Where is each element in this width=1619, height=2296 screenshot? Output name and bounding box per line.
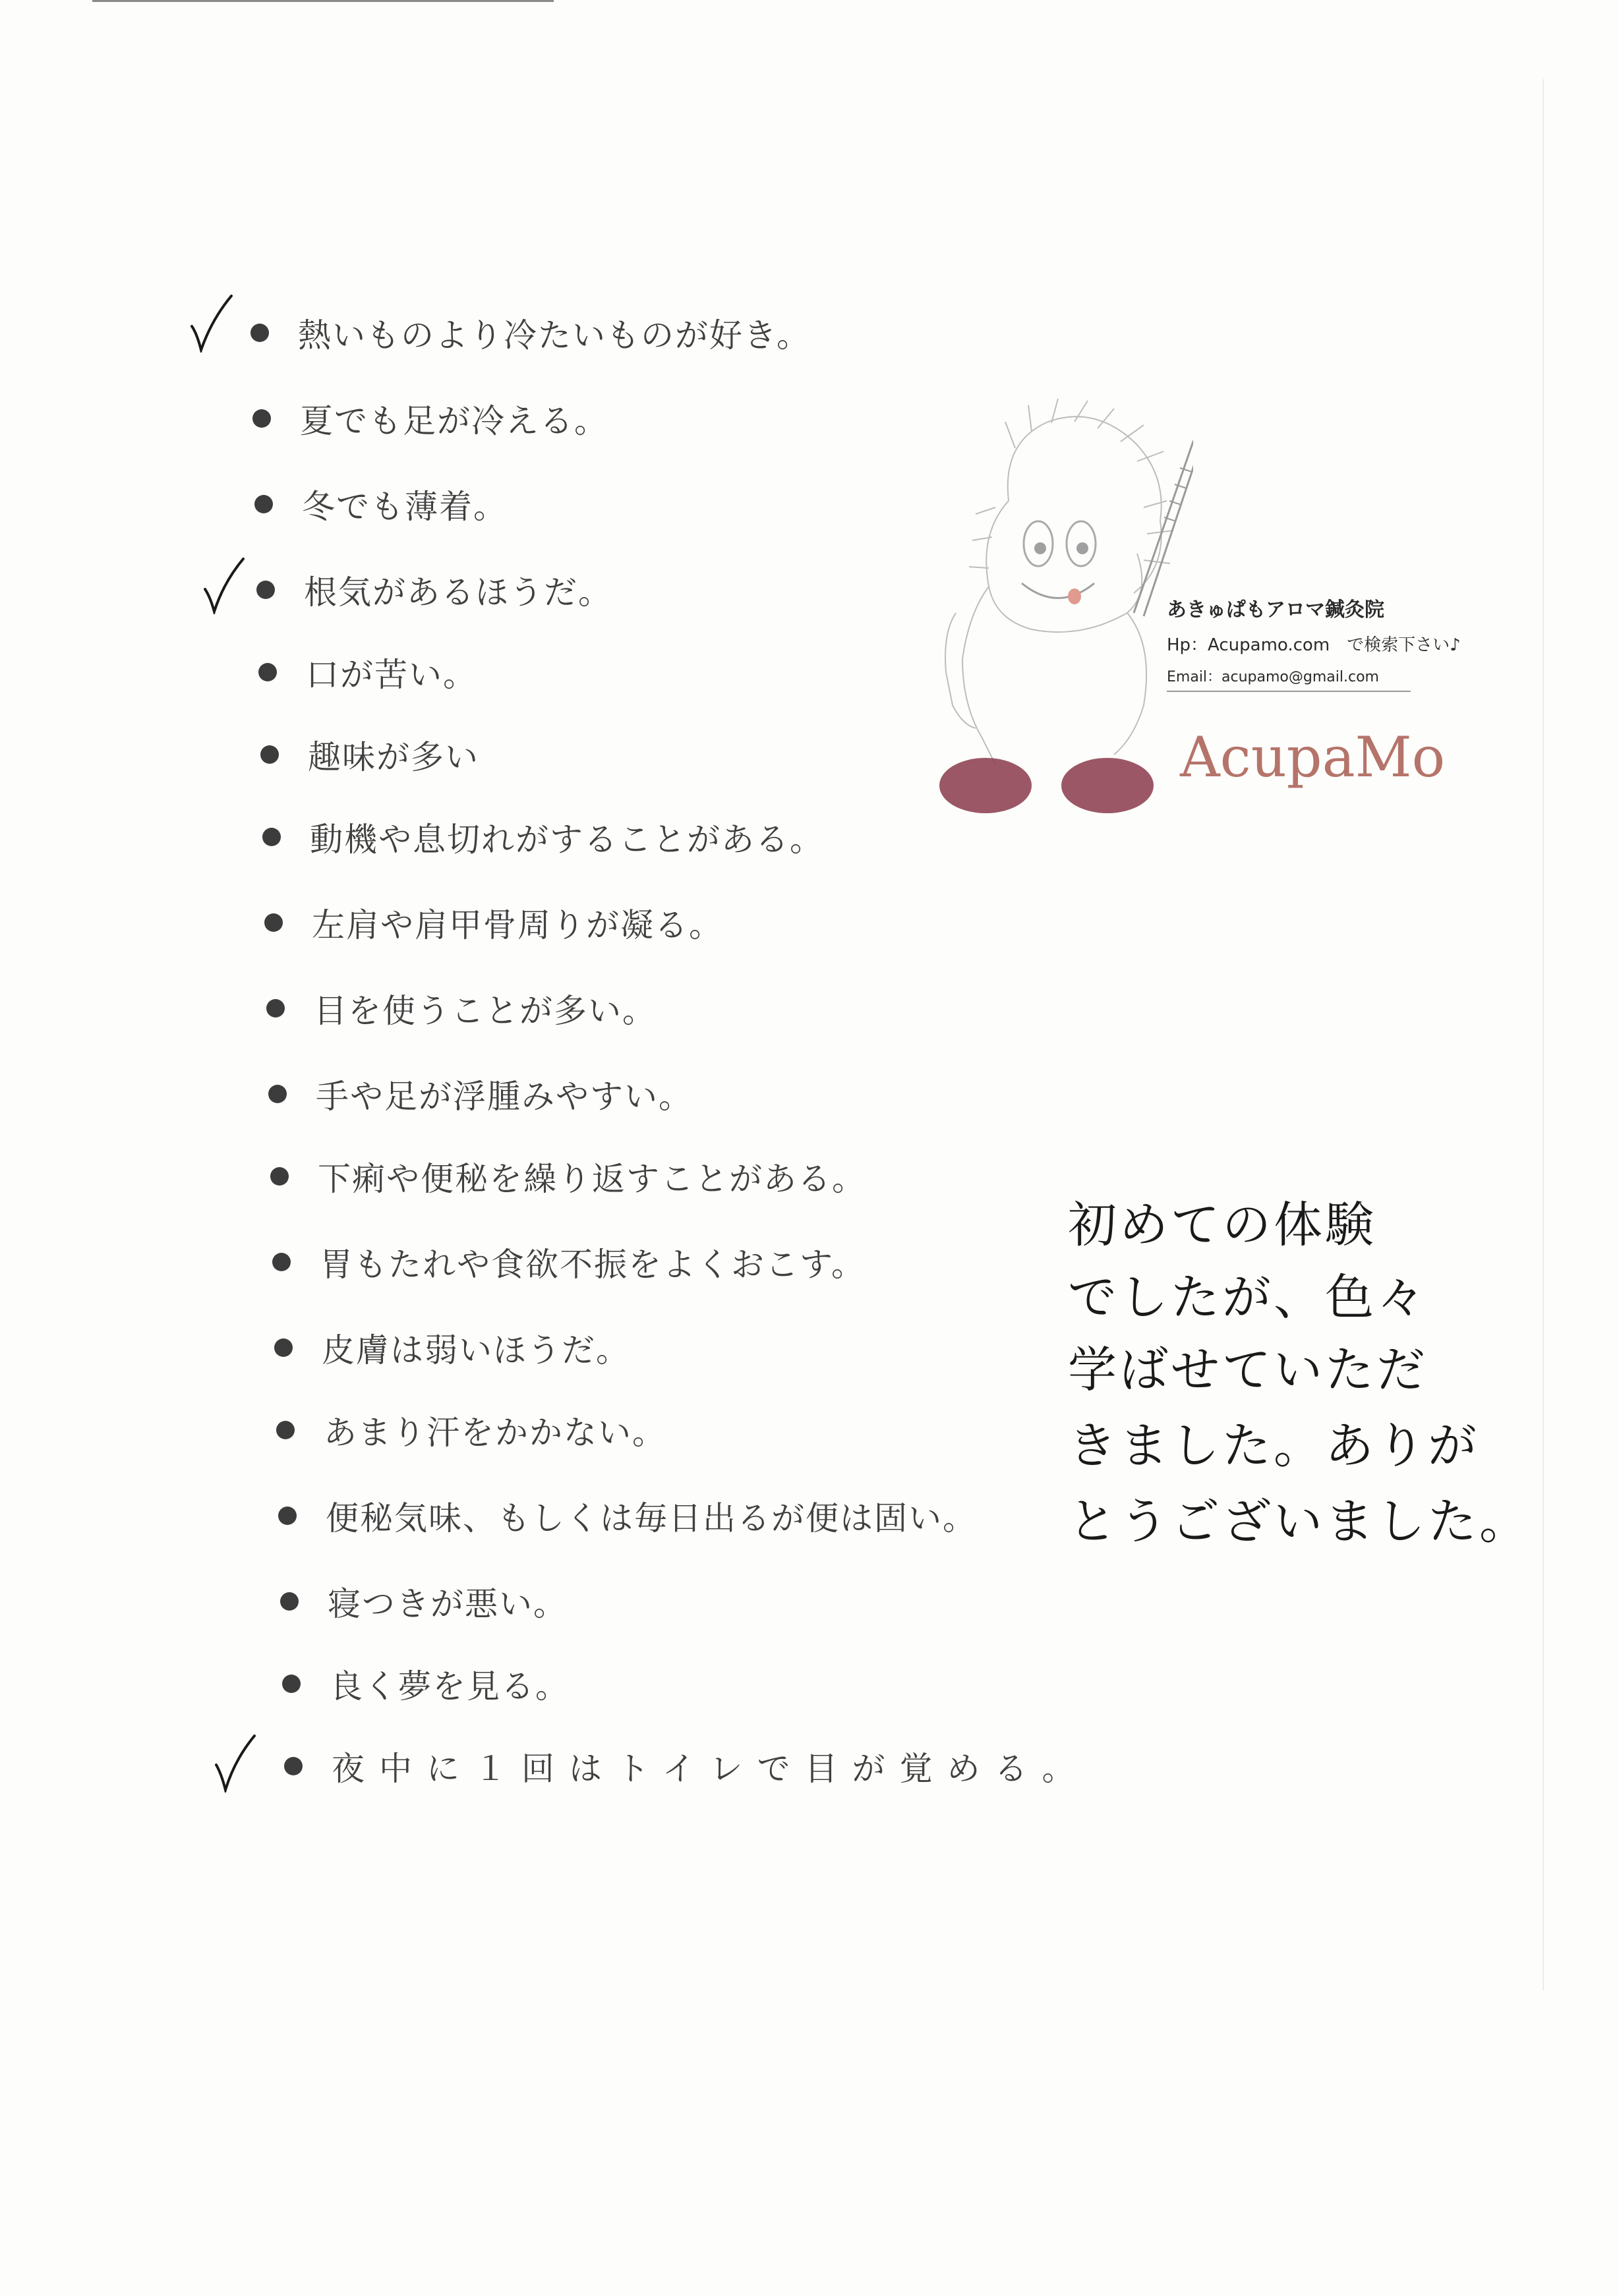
note-line: 初めての体験	[1068, 1197, 1376, 1253]
bullet-icon	[274, 1338, 293, 1357]
bullet-icon	[284, 1757, 303, 1775]
checkmark-icon	[212, 1733, 258, 1793]
checklist-item-text: 口が苦い。	[306, 656, 477, 694]
bullet-icon	[266, 999, 285, 1018]
checklist-item	[268, 1064, 693, 1124]
checkmark-icon	[201, 555, 247, 614]
checklist-item-text: 冬でも薄着。	[302, 488, 508, 526]
bullet-icon	[280, 1592, 299, 1611]
checklist-item	[276, 1400, 666, 1460]
checklist-item-text: 趣味が多い	[308, 738, 479, 776]
bullet-icon	[258, 663, 277, 681]
bullet-icon	[270, 1167, 289, 1186]
bullet-icon	[250, 324, 269, 342]
checklist-item-text: 便秘気味、もしくは毎日出るが便は固い。	[326, 1499, 977, 1537]
handwritten-note	[1068, 1186, 1543, 1555]
bullet-icon	[256, 581, 275, 599]
brand-signature: AcupaMo	[1180, 725, 1446, 789]
note-line: 学ばせていただ	[1068, 1342, 1428, 1398]
bullet-icon	[252, 409, 271, 428]
clinic-name: あきゅぱもアロマ鍼灸院	[1167, 598, 1384, 621]
checklist-item	[264, 893, 723, 952]
checklist-item-text: 夜中に１回はトイレで目が覚める。	[332, 1750, 1090, 1788]
mascot-illustration	[916, 395, 1193, 824]
checklist-item-text: 良く夢を見る。	[330, 1667, 570, 1706]
clinic-card	[916, 395, 1461, 824]
bullet-icon	[262, 828, 281, 846]
checklist-item	[260, 725, 479, 784]
checklist-item-text: 皮膚は弱いほうだ。	[322, 1331, 630, 1369]
checklist-item-text: 下痢や便秘を繰り返すことがある。	[318, 1160, 866, 1198]
checklist-item-text: あまり汗をかかない。	[324, 1414, 666, 1452]
bullet-icon	[260, 745, 279, 764]
checklist-item	[254, 474, 508, 534]
bullet-icon	[282, 1675, 301, 1693]
checklist-item	[262, 807, 824, 867]
checklist-item	[284, 1736, 1090, 1796]
checklist-item-text: 熱いものより冷たいものが好き。	[298, 316, 811, 355]
checklist-item-text: 左肩や肩甲骨周りが凝る。	[312, 906, 723, 944]
checklist-item	[258, 643, 477, 702]
card-divider	[1167, 691, 1411, 692]
checklist-item-text: 根気があるほうだ。	[304, 573, 612, 612]
checklist-item-text: 手や足が浮腫みやすい。	[316, 1077, 693, 1116]
note-line: でしたが、色々	[1068, 1269, 1428, 1326]
bullet-icon	[278, 1507, 297, 1525]
checklist-item	[274, 1318, 630, 1377]
checklist-item	[250, 303, 811, 362]
note-line: とうございました。	[1068, 1493, 1531, 1550]
bullet-icon	[254, 495, 273, 513]
bullet-icon	[272, 1253, 291, 1271]
checklist-item	[256, 560, 612, 619]
checklist-item-text: 動機や息切れがすることがある。	[310, 820, 824, 859]
checklist-item	[266, 979, 657, 1038]
checklist-item	[270, 1147, 866, 1206]
checklist-item	[252, 389, 608, 448]
note-line: きました。ありが	[1068, 1418, 1479, 1474]
clinic-email: Email：acupamo@gmail.com	[1167, 669, 1379, 685]
checklist-item-text: 目を使うことが多い。	[314, 992, 657, 1030]
checklist-item-text: 胃もたれや食欲不振をよくおこす。	[320, 1246, 866, 1284]
checklist-item	[278, 1486, 977, 1545]
checkmark-icon	[188, 293, 234, 353]
bullet-icon	[276, 1421, 295, 1439]
bullet-icon	[264, 913, 283, 932]
checklist-item-text: 夏でも足が冷える。	[300, 402, 608, 440]
checklist-item	[282, 1654, 570, 1713]
bullet-icon	[268, 1085, 287, 1103]
checklist-item-text: 寝つきが悪い。	[328, 1585, 568, 1623]
clinic-website: Hp：Acupamo.com で検索下さい♪	[1167, 635, 1461, 655]
checklist-item	[272, 1232, 866, 1292]
checklist-item	[280, 1572, 568, 1631]
